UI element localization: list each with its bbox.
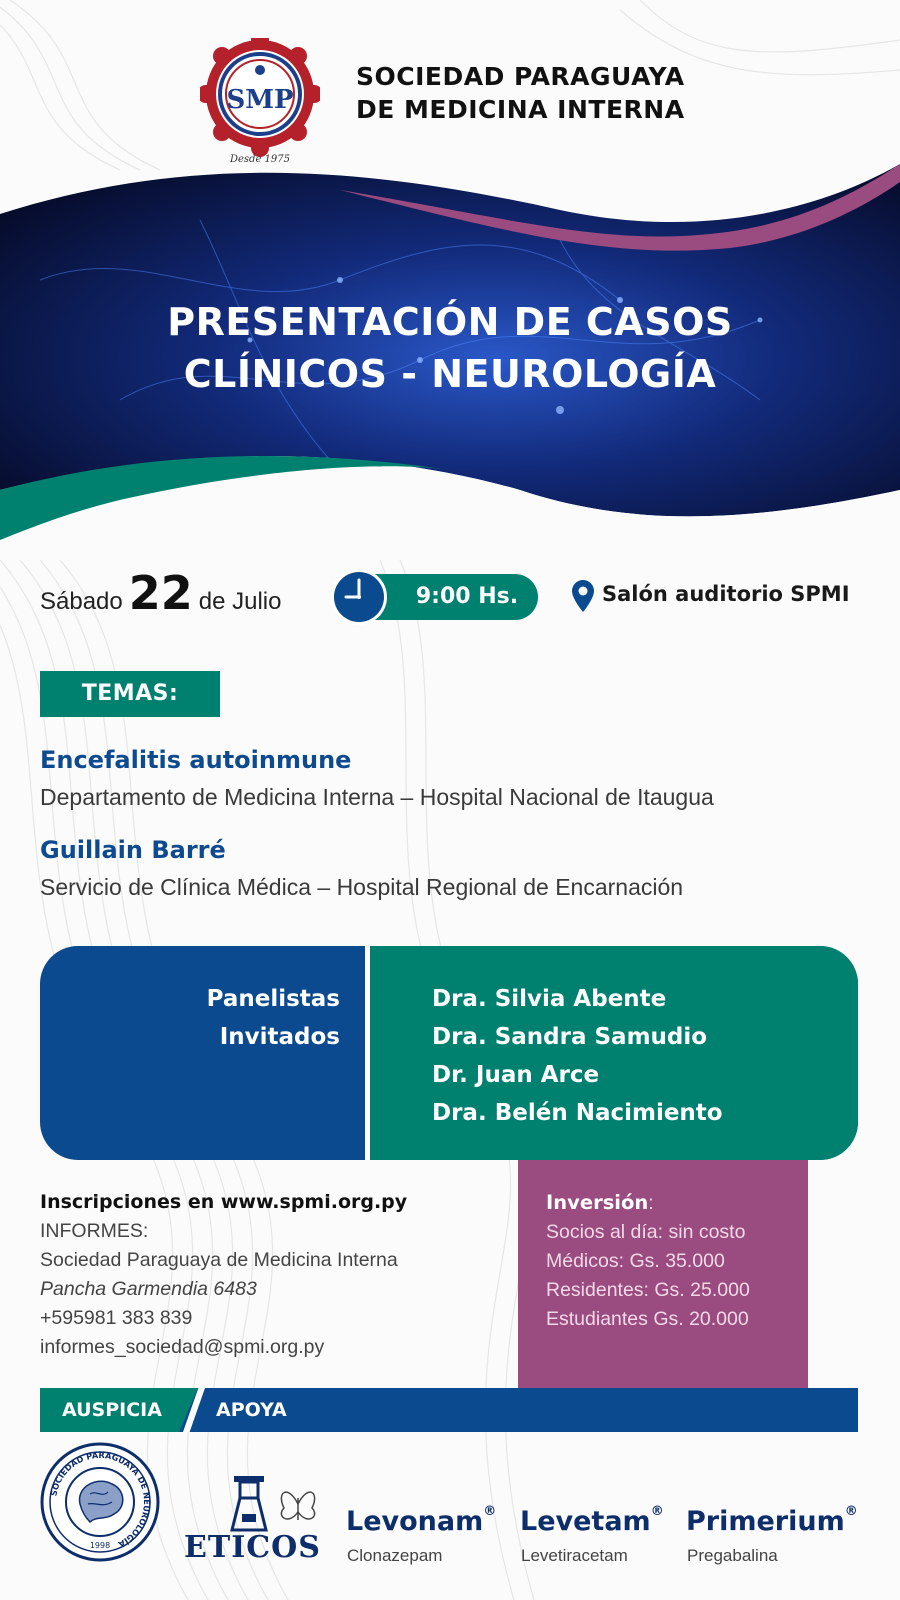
event-venue: Salón auditorio SPMI xyxy=(602,582,850,606)
registered-mark: ® xyxy=(483,1504,497,1519)
org-name-line2: DE MEDICINA INTERNA xyxy=(356,95,685,124)
panelists-label xyxy=(100,980,340,1056)
contact-email: informes_sociedad@spmi.org.py xyxy=(40,1336,325,1358)
brand-levonam xyxy=(346,1506,496,1537)
month-text: de Julio xyxy=(198,588,282,615)
panelist: Dra. Sandra Samudio xyxy=(432,1024,708,1050)
informes-label: INFORMES: xyxy=(40,1220,149,1242)
brand-name: Primerium xyxy=(686,1506,845,1537)
temas-label: TEMAS: xyxy=(40,671,220,717)
neurology-society-seal-icon xyxy=(40,1442,160,1562)
registered-mark: ® xyxy=(844,1504,858,1519)
panelists-list xyxy=(432,980,723,1132)
day-name: Sábado xyxy=(40,588,123,615)
seal-year: 1998 xyxy=(89,1541,111,1550)
panelist: Dra. Belén Nacimiento xyxy=(432,1100,723,1126)
contact-org: Sociedad Paraguaya de Medicina Interna xyxy=(40,1249,398,1271)
event-title xyxy=(0,296,900,400)
seal-text: SOCIEDAD PARAGUAYA DE NEUROLOGÍA xyxy=(48,1449,153,1550)
event-time: 9:00 Hs. xyxy=(415,584,519,609)
panelists-label-line2: Invitados xyxy=(219,1024,340,1050)
generic-levetiracetam: Levetiracetam xyxy=(521,1546,628,1565)
title-line1: PRESENTACIÓN DE CASOS xyxy=(167,300,733,344)
logo-since: Desde 1975 xyxy=(229,154,291,165)
brand-name: Levetam xyxy=(520,1506,651,1537)
registered-mark: ® xyxy=(650,1504,664,1519)
investment-info xyxy=(546,1188,750,1334)
panelist: Dra. Silvia Abente xyxy=(432,986,667,1012)
panelists-divider xyxy=(365,946,370,1160)
investment-line: Estudiantes Gs. 20.000 xyxy=(546,1308,749,1330)
investment-line: Médicos: Gs. 35.000 xyxy=(546,1250,725,1272)
registration-text: Inscripciones en www.spmi.org.py xyxy=(40,1191,408,1213)
location-pin-icon xyxy=(572,580,594,612)
panelist: Dr. Juan Arce xyxy=(432,1062,600,1088)
investment-line: Socios al día: sin costo xyxy=(546,1221,746,1243)
contact-address: Pancha Garmendia 6483 xyxy=(40,1278,257,1300)
day-number: 22 xyxy=(128,566,193,620)
investment-line: Residentes: Gs. 25.000 xyxy=(546,1279,750,1301)
org-name-line1: SOCIEDAD PARAGUAYA xyxy=(356,62,685,91)
investment-colon: : xyxy=(648,1192,654,1214)
eticos-logo-text: ETICOS xyxy=(184,1530,321,1565)
logo-initials: SMP xyxy=(226,85,294,115)
brand-levetam xyxy=(520,1506,664,1537)
contact-info xyxy=(40,1188,407,1362)
contact-phone: +595981 383 839 xyxy=(40,1307,193,1329)
panelists-box xyxy=(40,946,858,1160)
topic-subtitle-2: Servicio de Clínica Médica – Hospital Regional de Encarnación xyxy=(40,874,684,900)
spmi-logo-icon xyxy=(200,38,320,168)
generic-clonazepam: Clonazepam xyxy=(347,1546,443,1565)
brand-primerium xyxy=(686,1506,858,1537)
generic-pregabalina: Pregabalina xyxy=(687,1546,778,1565)
eticos-flask-butterfly-icon xyxy=(228,1474,328,1532)
clock-icon xyxy=(330,568,388,626)
investment-heading: Inversión xyxy=(546,1191,649,1214)
panelists-label-line1: Panelistas xyxy=(206,986,340,1012)
topic-subtitle-1: Departamento de Medicina Interna – Hospital Nacional de Itaugua xyxy=(40,784,714,810)
topic-title-1: Encefalitis autoinmune xyxy=(40,746,352,774)
brand-name: Levonam xyxy=(346,1506,484,1537)
apoya-label: APOYA xyxy=(216,1399,287,1421)
auspicia-label: AUSPICIA xyxy=(62,1399,162,1421)
title-line2: CLÍNICOS - NEUROLOGÍA xyxy=(183,352,717,396)
event-date xyxy=(40,566,282,626)
topic-title-2: Guillain Barré xyxy=(40,836,226,864)
organization-name xyxy=(356,60,685,126)
